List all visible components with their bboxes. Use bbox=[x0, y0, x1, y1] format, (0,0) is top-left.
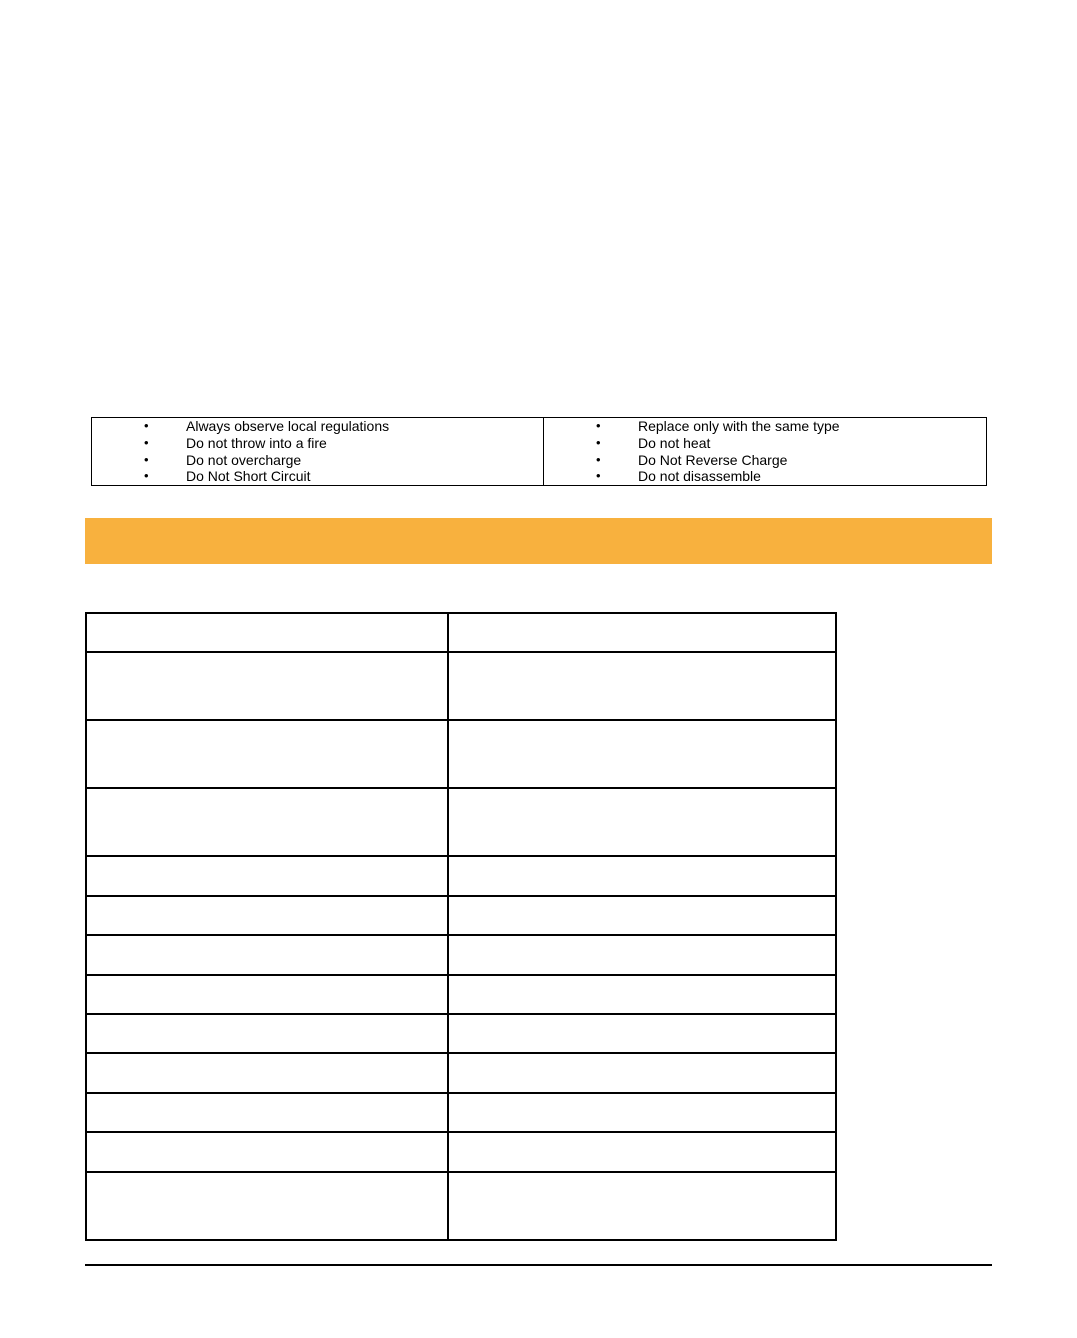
warning-list-right bbox=[544, 418, 986, 485]
table-cell-value bbox=[448, 1053, 836, 1092]
warning-item bbox=[544, 418, 986, 435]
warning-text: Do not overcharge bbox=[186, 451, 302, 468]
warning-text: Replace only with the same type bbox=[638, 418, 840, 434]
table-row bbox=[86, 1172, 836, 1240]
table-cell-value bbox=[448, 896, 836, 935]
footer-divider bbox=[85, 1264, 992, 1266]
table-row bbox=[86, 856, 836, 895]
table-row bbox=[86, 613, 836, 652]
table-cell-label bbox=[86, 975, 448, 1014]
table-cell-label bbox=[86, 1053, 448, 1092]
warning-text: Do not disassemble bbox=[638, 468, 761, 485]
warning-column-right bbox=[544, 418, 986, 485]
warning-text: Always observe local regulations bbox=[186, 418, 390, 434]
spec-table bbox=[85, 612, 837, 1241]
table-cell-value bbox=[448, 1172, 836, 1240]
bullet-icon: • bbox=[144, 418, 149, 433]
warning-item bbox=[544, 435, 986, 452]
warning-text: Do Not Short Circuit bbox=[186, 468, 311, 485]
table-cell-label bbox=[86, 1132, 448, 1171]
table-row bbox=[86, 896, 836, 935]
warning-item bbox=[544, 468, 986, 485]
warning-list-left bbox=[92, 418, 543, 485]
table-cell-label bbox=[86, 720, 448, 788]
warning-item bbox=[92, 468, 543, 485]
table-cell-label bbox=[86, 1093, 448, 1132]
table-cell-label bbox=[86, 1014, 448, 1053]
table-cell-value bbox=[448, 720, 836, 788]
table-row bbox=[86, 935, 836, 974]
bullet-icon: • bbox=[596, 451, 601, 467]
table-cell-value bbox=[448, 788, 836, 856]
table-cell-value bbox=[448, 1132, 836, 1171]
table-cell-label bbox=[86, 788, 448, 856]
warning-item bbox=[92, 452, 543, 469]
warning-column-left bbox=[92, 418, 544, 485]
table-row bbox=[86, 1053, 836, 1092]
table-cell-value bbox=[448, 975, 836, 1014]
bullet-icon: • bbox=[144, 451, 149, 467]
warning-item bbox=[92, 435, 543, 452]
table-cell-value bbox=[448, 1014, 836, 1053]
table-row bbox=[86, 1014, 836, 1053]
table-cell-label bbox=[86, 1172, 448, 1240]
warning-text: Do not heat bbox=[638, 434, 711, 451]
warning-box bbox=[91, 417, 987, 486]
bullet-icon: • bbox=[596, 468, 601, 484]
table-cell-value bbox=[448, 935, 836, 974]
table-row bbox=[86, 1132, 836, 1171]
table-cell-value bbox=[448, 1093, 836, 1132]
bullet-icon: • bbox=[596, 434, 601, 450]
table-cell-value bbox=[448, 613, 836, 652]
bullet-icon: • bbox=[596, 418, 601, 433]
table-cell-label bbox=[86, 935, 448, 974]
bullet-icon: • bbox=[144, 434, 149, 450]
warning-item bbox=[92, 418, 543, 435]
warning-text: Do Not Reverse Charge bbox=[638, 451, 788, 468]
table-cell-label bbox=[86, 652, 448, 720]
warning-item bbox=[544, 452, 986, 469]
section-header-bar bbox=[85, 518, 992, 564]
table-row bbox=[86, 1093, 836, 1132]
table-cell-value bbox=[448, 652, 836, 720]
warning-text: Do not throw into a fire bbox=[186, 434, 327, 451]
table-row bbox=[86, 788, 836, 856]
bullet-icon: • bbox=[144, 468, 149, 484]
table-row bbox=[86, 975, 836, 1014]
spec-table-body bbox=[86, 613, 836, 1240]
table-row bbox=[86, 720, 836, 788]
table-cell-label bbox=[86, 856, 448, 895]
table-cell-value bbox=[448, 856, 836, 895]
table-row bbox=[86, 652, 836, 720]
table-cell-label bbox=[86, 896, 448, 935]
table-cell-label bbox=[86, 613, 448, 652]
